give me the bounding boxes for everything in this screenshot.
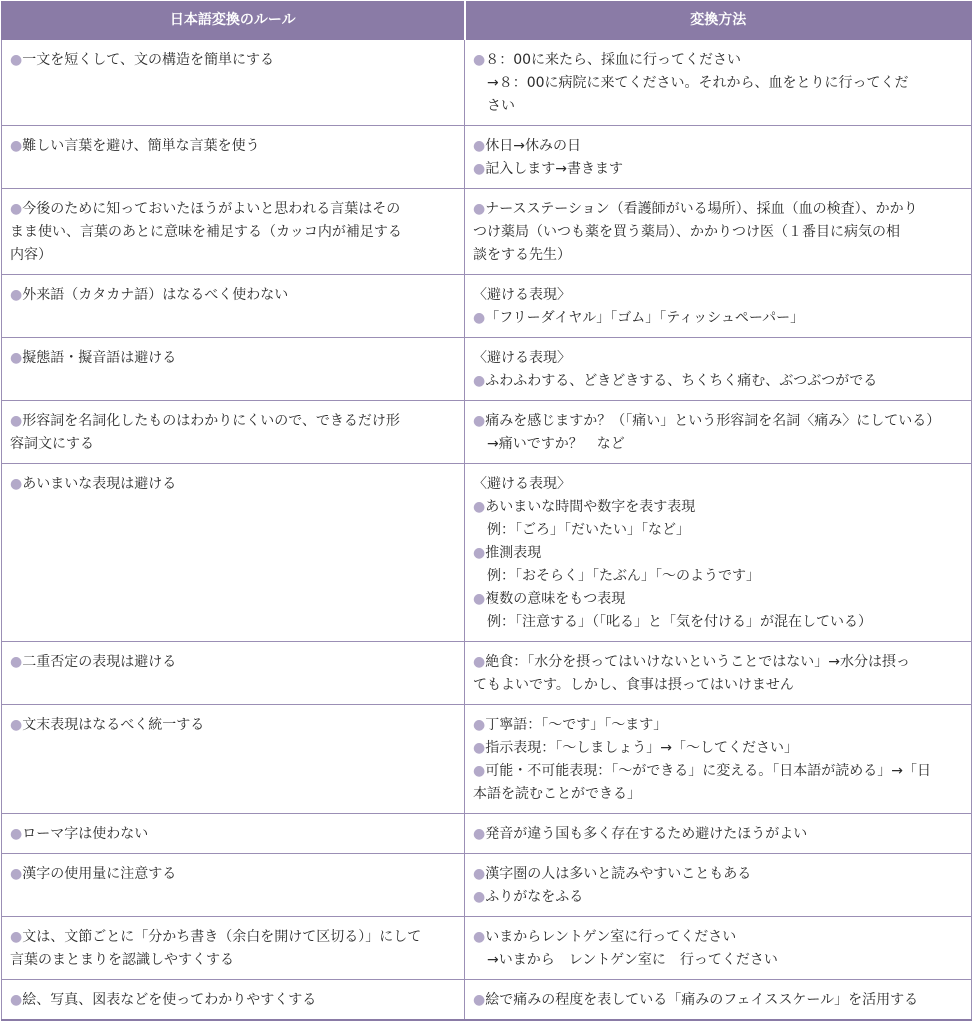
rules-table <box>1 1 972 1021</box>
bullet-icon: ● <box>473 310 486 326</box>
method-cell <box>465 275 972 338</box>
rule-text-line: ●文末表現はなるべく統一する <box>10 717 205 733</box>
rule-text-line: ●擬態語・擬音語は避ける <box>10 350 177 366</box>
bullet-icon: ● <box>473 740 486 756</box>
bullet-icon: ● <box>473 591 486 607</box>
method-cell <box>465 814 972 854</box>
method-text-line: てもよいです。しかし、食事は摂ってはいけません <box>473 677 794 693</box>
method-text-line: ●推測表現 <box>473 545 542 561</box>
bullet-icon: ● <box>10 654 23 670</box>
bullet-icon: ● <box>473 929 486 945</box>
method-cell <box>465 980 972 1021</box>
method-text-line: ●「フリーダイヤル」「ゴム」「ティッシュペーパー」 <box>473 310 805 326</box>
bullet-icon: ● <box>10 866 23 882</box>
rule-cell <box>2 705 465 814</box>
method-text-line: →８：00に病院に来てください。それから、血をとりに行ってくだ <box>473 75 909 91</box>
rule-cell <box>2 338 465 401</box>
bullet-icon: ● <box>10 138 23 154</box>
table-row <box>2 642 972 705</box>
table-row <box>2 401 972 464</box>
table-row <box>2 705 972 814</box>
rule-text-line: まま使い、言葉のあとに意味を補足する（カッコ内が補足する <box>10 224 402 240</box>
rule-text-line: 言葉のまとまりを認識しやすくする <box>10 952 234 968</box>
rule-text-line: ●形容詞を名詞化したものはわかりにくいので、できるだけ形 <box>10 413 400 429</box>
table-row <box>2 814 972 854</box>
method-text-line: 〈避ける表現〉 <box>473 287 571 303</box>
method-text-line: ●漢字圏の人は多いと読みやすいこともある <box>473 866 752 882</box>
rule-text-line: ●ローマ字は使わない <box>10 826 149 842</box>
method-cell <box>465 642 972 705</box>
rule-text-line: ●外来語（カタカナ語）はなるべく使わない <box>10 287 289 303</box>
method-cell <box>465 401 972 464</box>
rule-text-line: ●文は、文節ごとに「分かち書き（余白を開けて区切る）」にして <box>10 929 422 945</box>
method-text-line: ●丁寧語：「～です」「～ます」 <box>473 717 668 733</box>
bullet-icon: ● <box>473 889 486 905</box>
bullet-icon: ● <box>473 499 486 515</box>
method-text-line: 例：「おそらく」「たぶん」「～のようです」 <box>473 568 760 584</box>
rule-cell <box>2 126 465 189</box>
bullet-icon: ● <box>473 161 486 177</box>
method-cell <box>465 464 972 642</box>
bullet-icon: ● <box>473 545 486 561</box>
method-cell <box>465 126 972 189</box>
method-cell <box>465 338 972 401</box>
header-row <box>2 2 972 40</box>
rule-text-line: ●二重否定の表現は避ける <box>10 654 177 670</box>
method-text-line: ●いまからレントゲン室に行ってください <box>473 929 737 945</box>
method-text-line: ●痛みを感じますか？（「痛い」という形容詞を名詞〈痛み〉にしている） <box>473 413 941 429</box>
bullet-icon: ● <box>473 654 486 670</box>
method-text-line: ●絵で痛みの程度を表している「痛みのフェイススケール」を活用する <box>473 992 919 1008</box>
method-cell <box>465 917 972 980</box>
rule-text-line: 内容） <box>10 247 52 263</box>
method-text-line: ●あいまいな時間や数字を表す表現 <box>473 499 696 515</box>
method-text-line: ●記入します→書きます <box>473 161 623 177</box>
rule-cell <box>2 401 465 464</box>
table-row <box>2 189 972 275</box>
bullet-icon: ● <box>473 413 486 429</box>
method-text-line: 〈避ける表現〉 <box>473 350 571 366</box>
method-text-line: ●ナースステーション（看護師がいる場所）、採血（血の検査）、かかり <box>473 201 918 217</box>
bullet-icon: ● <box>473 866 486 882</box>
method-text-line: ●絶食：「水分を摂ってはいけないということではない」→水分は摂っ <box>473 654 910 670</box>
rule-cell <box>2 189 465 275</box>
bullet-icon: ● <box>10 201 23 217</box>
method-text-line: 〈避ける表現〉 <box>473 476 571 492</box>
table-row <box>2 338 972 401</box>
method-cell <box>465 40 972 126</box>
table-row <box>2 275 972 338</box>
rule-cell <box>2 40 465 126</box>
method-text-line: ●発音が違う国も多く存在するため避けたほうがよい <box>473 826 808 842</box>
rule-text-line: 容詞文にする <box>10 436 94 452</box>
bullet-icon: ● <box>10 826 23 842</box>
bullet-icon: ● <box>10 717 23 733</box>
bullet-icon: ● <box>10 413 23 429</box>
bullet-icon: ● <box>473 826 486 842</box>
bullet-icon: ● <box>10 350 23 366</box>
rule-text-line: ●難しい言葉を避け、簡単な言葉を使う <box>10 138 260 154</box>
bullet-icon: ● <box>10 287 23 303</box>
table-row <box>2 464 972 642</box>
bullet-icon: ● <box>473 52 486 68</box>
table-row <box>2 917 972 980</box>
method-text-line: 本語を読むことができる」 <box>473 786 641 802</box>
method-cell <box>465 854 972 917</box>
rule-text-line: ●絵、写真、図表などを使ってわかりやすくする <box>10 992 317 1008</box>
method-text-line: ●指示表現：「～しましょう」→「～してください」 <box>473 740 798 756</box>
method-cell <box>465 705 972 814</box>
rule-text-line: ●一文を短くして、文の構造を簡単にする <box>10 52 274 68</box>
header-method: 変換方法 <box>465 2 972 40</box>
rule-text-line: ●あいまいな表現は避ける <box>10 476 177 492</box>
method-text-line: 例：「注意する」（「叱る」と「気を付ける」が混在している） <box>473 614 872 630</box>
table-row <box>2 854 972 917</box>
rule-cell <box>2 814 465 854</box>
bullet-icon: ● <box>473 373 486 389</box>
bullet-icon: ● <box>473 992 486 1008</box>
rule-cell <box>2 275 465 338</box>
method-text-line: 談をする先生） <box>473 247 571 263</box>
method-text-line: ●ふりがなをふる <box>473 889 584 905</box>
bullet-icon: ● <box>10 52 23 68</box>
method-text-line: 例：「ごろ」「だいたい」「など」 <box>473 522 690 538</box>
rule-text-line: ●漢字の使用量に注意する <box>10 866 177 882</box>
rule-cell <box>2 980 465 1021</box>
bullet-icon: ● <box>10 929 23 945</box>
rule-cell <box>2 464 465 642</box>
method-text-line: ●可能・不可能表現：「～ができる」に変える。「日本語が読める」→「日 <box>473 763 931 779</box>
header-rule: 日本語変換のルール <box>2 2 465 40</box>
method-text-line: →痛いですか？ など <box>473 436 625 452</box>
method-text-line: ●複数の意味をもつ表現 <box>473 591 626 607</box>
method-text-line: ●休日→休みの日 <box>473 138 581 154</box>
rule-cell <box>2 917 465 980</box>
bullet-icon: ● <box>473 138 486 154</box>
rule-text-line: ●今後のために知っておいたほうがよいと思われる言葉はその <box>10 201 401 217</box>
method-text-line: つけ薬局（いつも薬を買う薬局）、かかりつけ医（１番目に病気の相 <box>473 224 900 240</box>
rule-cell <box>2 642 465 705</box>
table-row <box>2 980 972 1021</box>
bullet-icon: ● <box>473 763 486 779</box>
method-cell <box>465 189 972 275</box>
bullet-icon: ● <box>473 717 486 733</box>
bullet-icon: ● <box>473 201 486 217</box>
rule-cell <box>2 854 465 917</box>
method-text-line: ●ふわふわする、どきどきする、ちくちく痛む、ぶつぶつがでる <box>473 373 878 389</box>
method-text-line: →いまから レントゲン室に 行ってください <box>473 952 778 968</box>
table-row <box>2 40 972 126</box>
method-text-line: ●８：00に来たら、採血に行ってください <box>473 52 742 68</box>
bullet-icon: ● <box>10 992 23 1008</box>
bullet-icon: ● <box>10 476 23 492</box>
table-row <box>2 126 972 189</box>
method-text-line: さい <box>473 98 515 114</box>
